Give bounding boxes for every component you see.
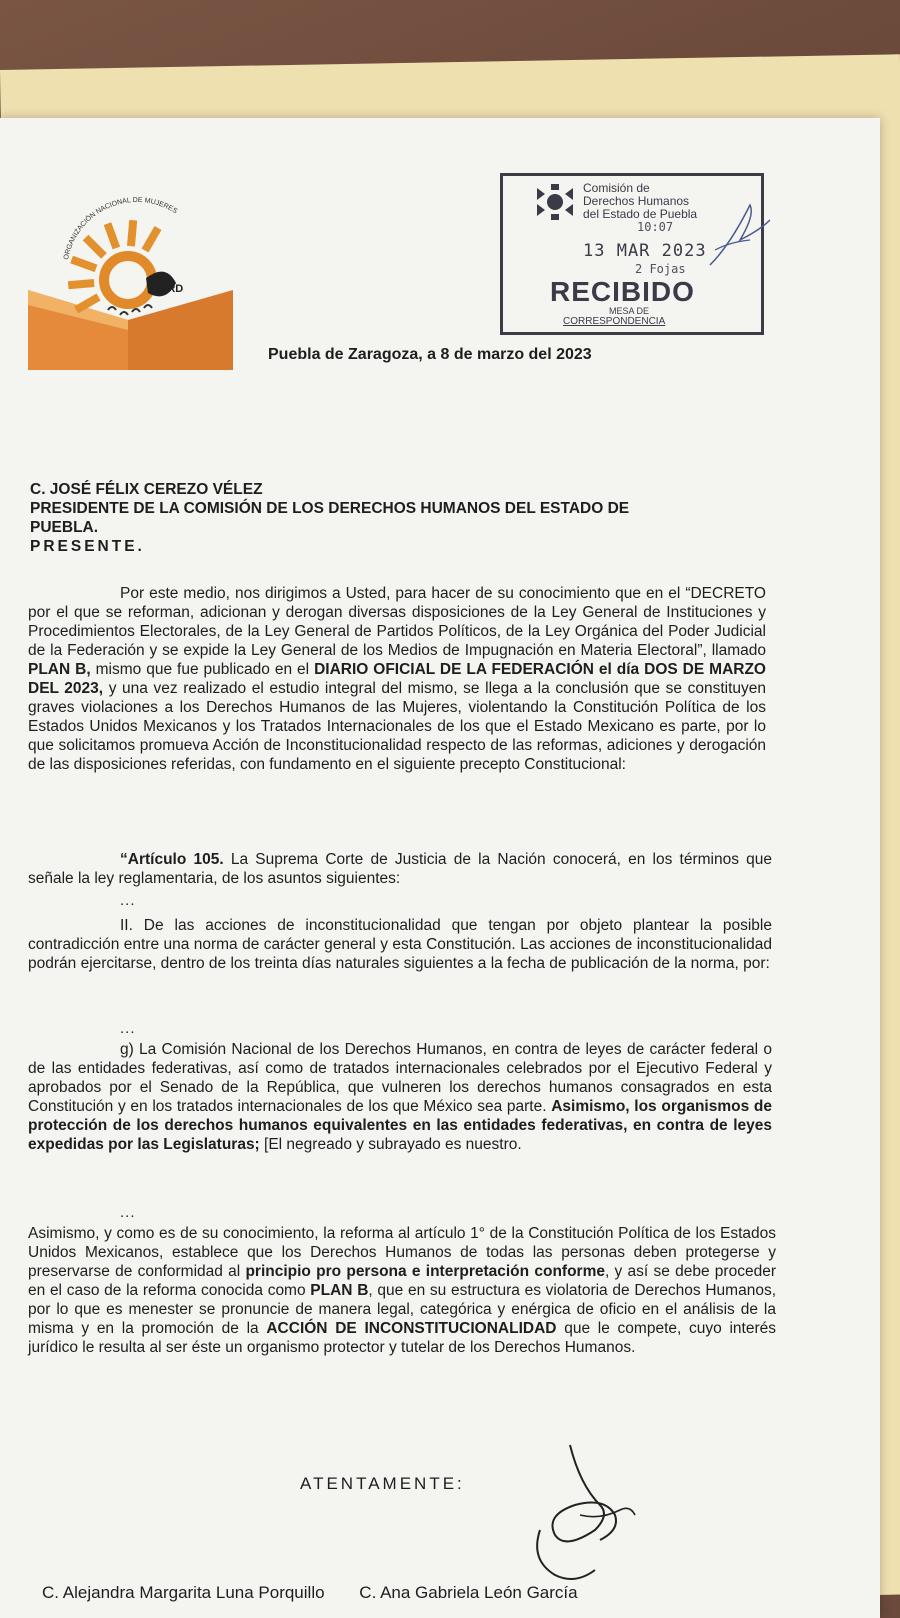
p5-plan-b: PLAN B xyxy=(310,1282,369,1299)
article-105-inciso-g xyxy=(28,1040,772,1154)
stamp-date: 13 MAR 2023 xyxy=(583,241,707,261)
stamp-line-3: del Estado de Puebla xyxy=(583,207,698,221)
ellipsis-1: ... xyxy=(120,892,136,909)
p1-text-c: mismo que fue publicado en el xyxy=(90,661,315,678)
stamp-received-word: RECIBIDO xyxy=(550,276,695,307)
logo-party-text: PRD xyxy=(160,283,184,295)
stamp-time: 10:07 xyxy=(637,220,674,234)
p1-plan-b: PLAN B, xyxy=(28,661,91,678)
addressee-title-1: PRESIDENTE DE LA COMISIÓN DE LOS DERECHOS HUMANOS DEL ESTADO DE xyxy=(30,500,630,517)
ellipsis-3: ... xyxy=(120,1204,136,1221)
p5-text-a: Asimismo, y como es de su conocimiento, la reforma al artículo 1° de la Constitución Política de los Estados Unidos Mexicanos, establece que los Derechos Humanos de todas las personas deben protegerse y preservarse de conformidad al xyxy=(28,1225,776,1280)
p5-text-e: , que en su estructura es violatoria de Derechos Humanos, por lo que es menester se pronuncie de manera legal, categórica y enérgica de oficio en el análisis de la misma y en la promoción de la xyxy=(28,1282,776,1337)
logo-org-text: ORGANIZACIÓN NACIONAL DE MUJERES xyxy=(63,196,179,261)
p1-text-e: y una vez realizado el estudio integral del mismo, se llega a la conclusión que se constituyen graves violaciones a los Derechos Humanos de las Mujeres, violentando la Constitución Política de los Estados Unidos Mexicanos y los Tratados Internacionales de los que el Estado Mexicano es parte, por lo que solicitamos promueva Acción de Inconstitucionalidad respecto de las reformas, adiciones y derogación de las disposiciones referidas, con fundamento en el siguiente precepto Constitucional: xyxy=(28,680,766,773)
state-seal-icon xyxy=(533,182,577,222)
article-105-label: “Artículo 105. xyxy=(120,851,224,868)
organization-logo xyxy=(28,180,233,370)
p5-principio: principio pro persona e interpretación conforme xyxy=(245,1263,605,1280)
addressee-title-2: PUEBLA. xyxy=(30,519,99,536)
handwritten-signature xyxy=(510,1440,660,1590)
svg-text:ORGANIZACIÓN NACIONAL DE MUJER xyxy=(63,197,179,261)
article-105-intro xyxy=(28,850,772,888)
p1-text-a: Por este medio, nos dirigimos a Usted, para hacer de su conocimiento que en el “DECRETO por el que se reforman, adicionan y derogan diversas disposiciones de la Ley General de Instituciones y Procedimientos Electorales, de la Ley General de Partidos Políticos, de la Ley Orgánica del Poder Judicial de la Federación y se expide la Ley General de los Medios de Impugnación en Materia Electoral”, llamado xyxy=(28,585,766,659)
signer-1: C. Alejandra Margarita Luna Porquillo xyxy=(42,1583,325,1602)
stamp-sub-2: CORRESPONDENCIA xyxy=(563,316,666,327)
stamp-line-1: Comisión de xyxy=(583,181,650,195)
p5-text-g: que le compete, cuyo interés jurídico le resulta al ser éste un organismo protector y tutelar de los Derechos Humanos. xyxy=(28,1320,776,1356)
inciso-g-text: g) La Comisión Nacional de los Derechos Humanos, en contra de leyes de carácter federal o de las entidades federativas, así como de tratados internacionales celebrados por el Ejecutivo Federal y aprobados por el Senado de la República, que vulneren los derechos humanos consagrados en esta Constitución y en los tratados internacionales de los que México sea parte. xyxy=(28,1041,772,1115)
addressee-block xyxy=(30,480,730,556)
inciso-g-bold: Asimismo, los organismos de protección de los derechos humanos equivalentes en las entidades federativas, en contra de leyes expedidas por las Legislaturas; xyxy=(28,1098,772,1153)
body-paragraph-5 xyxy=(28,1224,776,1357)
fraction-ii-text: II. De las acciones de inconstitucionalidad que tengan por objeto plantear la posible contradicción entre una norma de carácter general y esta Constitución. Las acciones de inconstitucionalidad podrán ejercitarse, dentro de los treinta días naturales siguientes a la fecha de publicación de la norma, por: xyxy=(28,917,772,972)
p5-text-c: , y así se debe proceder en el caso de la reforma conocida como xyxy=(28,1263,776,1299)
article-105-text: La Suprema Corte de Justicia de la Nación conocerá, en los términos que señale la ley reglamentaria, de los asuntos siguientes: xyxy=(28,851,773,887)
p5-accion: ACCIÓN DE INCONSTITUCIONALIDAD xyxy=(266,1320,557,1337)
ellipsis-2: ... xyxy=(120,1020,136,1037)
stamp-sub-1: MESA DE xyxy=(609,306,650,316)
stamp-sheets: 2 Fojas xyxy=(635,262,686,276)
inciso-g-note: [El negreado y subrayado es nuestro. xyxy=(259,1136,522,1153)
stamp-signature-scribble xyxy=(700,190,780,280)
signers-line xyxy=(42,1583,608,1603)
p1-diario-oficial: DIARIO OFICIAL DE LA FEDERACIÓN el día DOS DE MARZO DEL 2023, xyxy=(28,661,766,697)
body-paragraph-1 xyxy=(28,584,766,774)
stamp-line-2: Derechos Humanos xyxy=(583,194,690,208)
closing-atentamente: ATENTAMENTE: xyxy=(300,1474,465,1493)
article-105-fraction-ii xyxy=(28,916,772,973)
addressee-presente: PRESENTE. xyxy=(30,538,145,555)
signer-2: C. Ana Gabriela León García xyxy=(359,1583,578,1602)
dateline: Puebla de Zaragoza, a 8 de marzo del 2023 xyxy=(268,346,592,363)
addressee-name: C. JOSÉ FÉLIX CEREZO VÉLEZ xyxy=(30,481,263,498)
